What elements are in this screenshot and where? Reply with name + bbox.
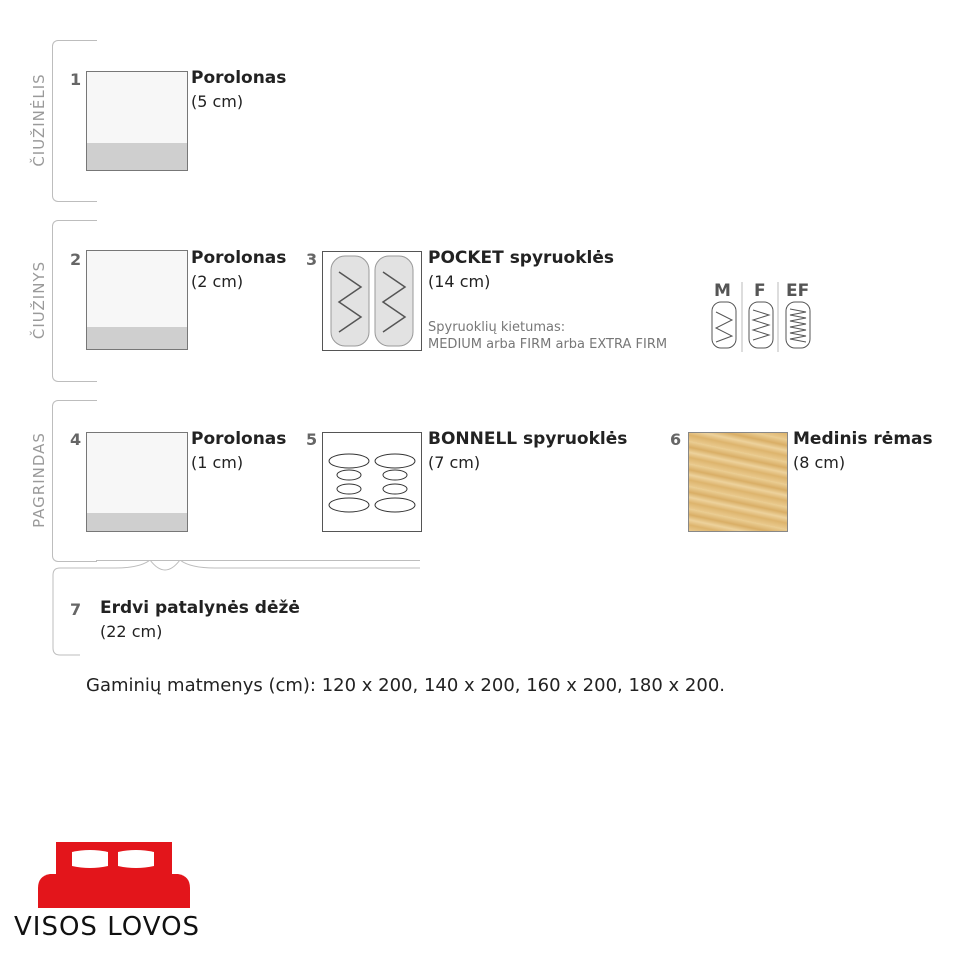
item-title: Porolonas (191, 429, 287, 449)
hardness-label-ef: EF (786, 281, 810, 301)
dimensions-text: Gaminių matmenys (cm): 120 x 200, 140 x 200, 160 x 200, 180 x 200. (86, 675, 725, 696)
item-title: Erdvi patalynės dėžė (100, 598, 300, 618)
section-label-base: PAGRINDAS (30, 432, 48, 528)
item-number: 3 (306, 250, 318, 269)
foam-2cm-image (86, 250, 188, 350)
pocket-springs-image (322, 251, 422, 351)
brand-name: VISOS LOVOS (14, 912, 201, 942)
foam-1cm-image (86, 432, 188, 532)
foam-5cm-image (86, 71, 188, 171)
item-title: Medinis rėmas (793, 429, 933, 449)
item-title: POCKET spyruoklės (428, 248, 615, 268)
item-size: (5 cm) (191, 92, 244, 111)
item-number: 1 (70, 70, 82, 89)
item-size: (14 cm) (428, 272, 491, 291)
hardness-options: MEDIUM arba FIRM arba EXTRA FIRM (428, 337, 668, 352)
hardness-spring-icons (706, 282, 818, 352)
item-size: (7 cm) (428, 453, 481, 472)
hardness-label-f: F (754, 281, 766, 301)
item-number: 5 (306, 430, 318, 449)
hardness-label-m: M (714, 281, 731, 301)
wooden-frame-image (688, 432, 788, 532)
item-title: BONNELL spyruoklės (428, 429, 628, 449)
item-number: 2 (70, 250, 82, 269)
bonnell-springs-image (322, 432, 422, 532)
item-size: (22 cm) (100, 622, 163, 641)
item-size: (8 cm) (793, 453, 846, 472)
item-size: (2 cm) (191, 272, 244, 291)
section-label-mattress: ČIUŽINYS (30, 260, 48, 340)
item-title: Porolonas (191, 68, 287, 88)
item-title: Porolonas (191, 248, 287, 268)
item-number: 7 (70, 600, 82, 619)
bed-logo-icon (38, 842, 190, 910)
section-label-topper: ČIUŽINĖLIS (30, 73, 48, 167)
hardness-caption: Spyruoklių kietumas: (428, 320, 566, 335)
item-number: 6 (670, 430, 682, 449)
item-size: (1 cm) (191, 453, 244, 472)
item-number: 4 (70, 430, 82, 449)
